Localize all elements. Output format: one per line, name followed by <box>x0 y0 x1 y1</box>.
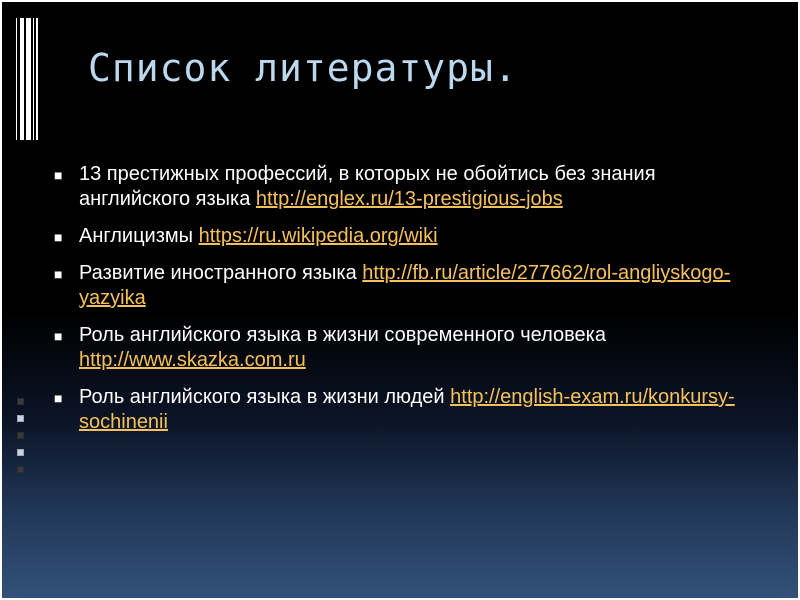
square-bullet-icon: ■ <box>54 167 63 183</box>
decorative-bars <box>2 18 42 140</box>
decorative-bar <box>20 18 24 140</box>
item-text: Англицизмы <box>79 225 194 247</box>
decorative-bar <box>26 18 31 140</box>
reference-link[interactable]: http://fb.ru/article/277662/rol-angliyskogo-yazyika <box>79 262 731 309</box>
decorative-square <box>17 398 24 405</box>
decorative-bar <box>16 18 17 140</box>
item-text: Развитие иностранного языка <box>79 262 357 284</box>
reference-link[interactable]: https://ru.wikipedia.org/wiki <box>198 225 438 247</box>
decorative-bar <box>33 18 34 140</box>
decorative-square <box>17 466 24 473</box>
list-item <box>52 323 772 373</box>
bibliography-list <box>52 162 772 447</box>
square-bullet-icon: ■ <box>54 390 63 406</box>
decorative-bar <box>36 18 38 140</box>
item-text: Роль английского языка в жизни людей <box>79 386 445 408</box>
decorative-square <box>17 415 24 422</box>
square-bullet-icon: ■ <box>54 229 63 245</box>
square-bullet-icon: ■ <box>54 328 63 344</box>
list-item <box>52 224 772 249</box>
square-bullet-icon: ■ <box>54 266 63 282</box>
item-text: Роль английского языка в жизни современного человека <box>79 324 606 346</box>
list-item <box>52 261 772 311</box>
decorative-square <box>17 449 24 456</box>
reference-link[interactable]: http://englex.ru/13-prestigious-jobs <box>255 188 563 210</box>
slide-title: Список литературы. <box>88 46 518 90</box>
decorative-squares <box>17 398 27 483</box>
item-text: 13 престижных профессий, в которых не обойтись без знания английского языка <box>79 163 656 210</box>
reference-link[interactable]: http://www.skazka.com.ru <box>79 349 306 371</box>
list-item <box>52 385 772 435</box>
list-item <box>52 162 772 212</box>
decorative-square <box>17 432 24 439</box>
reference-link[interactable]: http://english-exam.ru/konkursy-sochinenii <box>79 386 735 433</box>
